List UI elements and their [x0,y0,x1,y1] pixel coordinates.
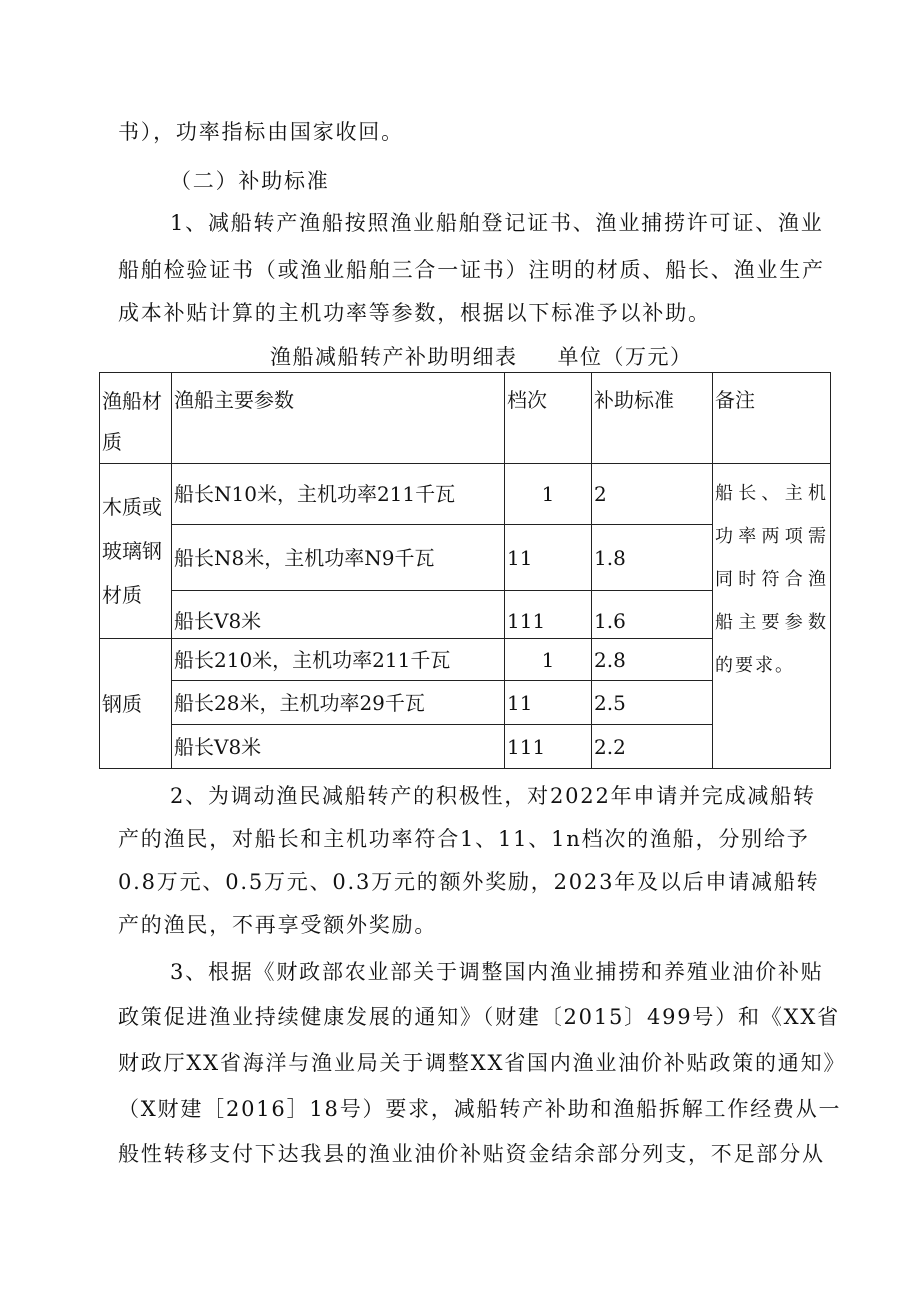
param-cell: 船长210米，主机功率211千瓦 [172,639,505,681]
table-caption [270,343,693,371]
grade-cell: 1 [505,464,592,525]
paragraph-line: 成本补贴计算的主机功率等参数，根据以下标准予以补助。 [118,301,711,325]
paragraph-line: 书），功率指标由国家收回。 [118,120,404,144]
header-grade: 档次 [505,373,592,464]
paragraph-line: 产的渔民，不再享受额外奖励。 [118,913,438,937]
param-cell: 船长V8米 [172,591,505,639]
paragraph-line: 政策促进渔业持续健康发展的通知》（财建〔2015〕499号）和《XX省 [118,1005,840,1029]
material-cell: 木质或玻璃钢材质 [100,464,172,639]
subsidy-table [99,372,831,769]
grade-cell: 111 [505,725,592,769]
paragraph-line: 产的渔民，对船长和主机功率符合1、11、1n档次的渔船，分别给予 [118,827,810,851]
paragraph-line: 船舶检验证书（或渔业船舶三合一证书）注明的材质、船长、渔业生产 [118,258,825,282]
header-note: 备注 [713,373,831,464]
param-cell: 船长N10米，主机功率211千瓦 [172,464,505,525]
param-cell: 船长28米，主机功率29千瓦 [172,681,505,725]
grade-cell: 11 [505,525,592,591]
table-row [100,464,831,525]
standard-cell: 2 [592,464,713,525]
grade-cell: 11 [505,681,592,725]
grade-cell: 111 [505,591,592,639]
standard-cell: 1.8 [592,525,713,591]
header-material: 渔船材质 [100,373,172,464]
paragraph-line: （X财建［2016］18号）要求，减船转产补助和渔船拆解工作经费从一 [118,1097,842,1121]
standard-cell: 2.8 [592,639,713,681]
standard-cell: 2.5 [592,681,713,725]
paragraph-line: 财政厅XX省海洋与渔业局关于调整XX省国内渔业油价补贴政策的通知》 [118,1051,847,1075]
table-unit: 单位（万元） [557,345,693,369]
header-standard: 补助标准 [592,373,713,464]
table-header-row [100,373,831,464]
note-cell: 船长、主机功率两项需同时符合渔船主要参数的要求。 [713,464,831,769]
paragraph-line: 2、为调动渔民减船转产的积极性，对2022年申请并完成减船转 [170,784,816,808]
header-params: 渔船主要参数 [172,373,505,464]
standard-cell: 1.6 [592,591,713,639]
material-cell: 钢质 [100,639,172,769]
section-heading: （二）补助标准 [170,169,330,193]
table-title: 渔船减船转产补助明细表 [270,345,518,369]
paragraph-line: 般性转移支付下达我县的渔业油价补贴资金结余部分列支，不足部分从 [118,1142,825,1166]
paragraph-line: 3、根据《财政部农业部关于调整国内渔业捕捞和养殖业油价补贴 [170,960,824,984]
grade-cell: 1 [505,639,592,681]
param-cell: 船长N8米，主机功率N9千瓦 [172,525,505,591]
paragraph-line: 1、减船转产渔船按照渔业船舶登记证书、渔业捕捞许可证、渔业 [170,211,824,235]
param-cell: 船长V8米 [172,725,505,769]
standard-cell: 2.2 [592,725,713,769]
paragraph-line: 0.8万元、0.5万元、0.3万元的额外奖励，2023年及以后申请减船转 [118,870,820,894]
